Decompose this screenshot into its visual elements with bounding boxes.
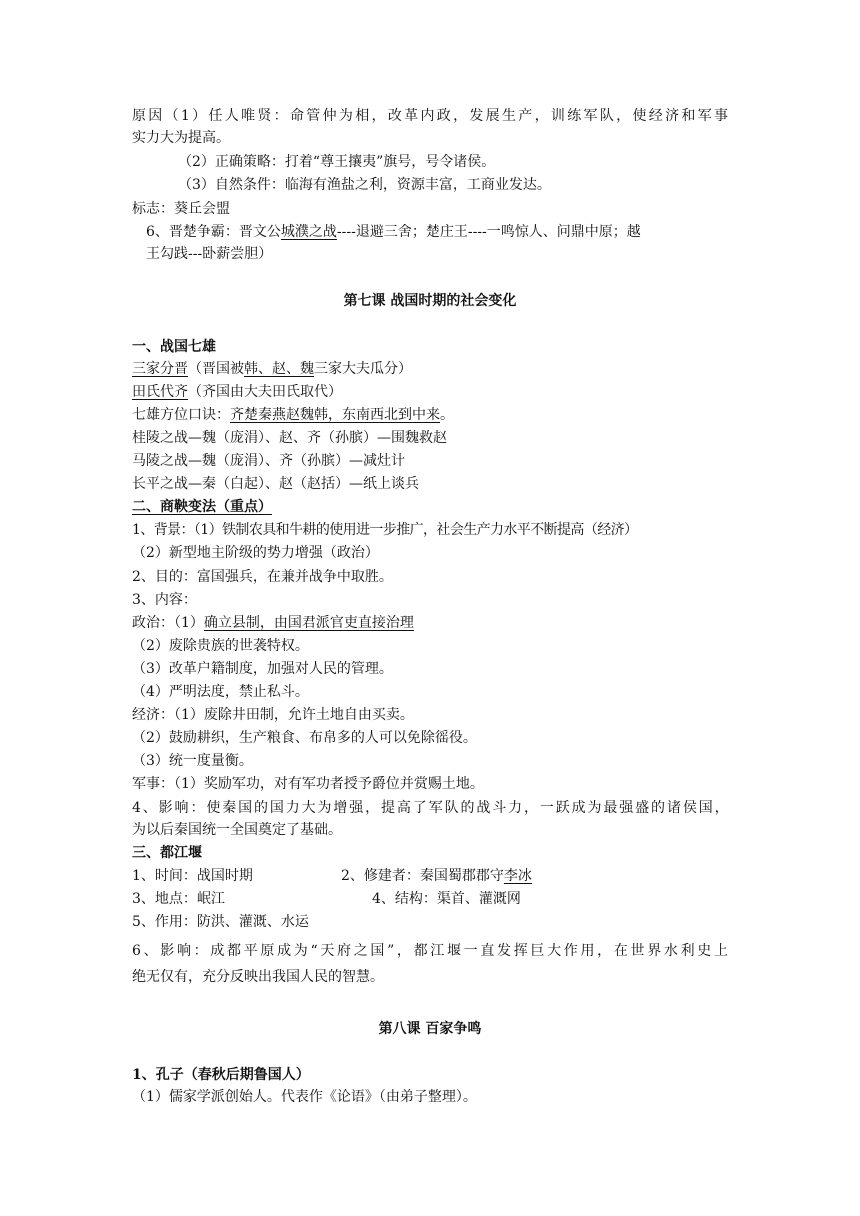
text-segment: 6、晋楚争霸：晋文公 <box>146 224 281 240</box>
text-line: （1）儒家学派创始人。代表作《论语》（由弟子整理）。 <box>132 1089 477 1105</box>
text-line: 6、影响：成都平原成为“天府之国”，都江堰一直发挥巨大作用，在世界水利史上 <box>132 943 728 959</box>
text-line <box>341 865 532 887</box>
text-line: 2、目的：富国强兵，在兼并战争中取胜。 <box>132 569 393 585</box>
text-line: （2）鼓励耕织，生产粮食、布帛多的人可以免除徭役。 <box>132 730 477 746</box>
text-segment: （晋国被 <box>188 361 244 377</box>
text-line <box>146 221 641 243</box>
text-line: （2）新型地主阶级的势力增强（政治） <box>132 545 379 561</box>
text-line: （4）严明法度，禁止私斗。 <box>132 684 309 700</box>
text-line: 军事：（1）奖励军功，对有军功者授予爵位并赏赐土地。 <box>132 776 484 792</box>
section-heading: 三、都江堰 <box>132 845 202 861</box>
text-line: 1、时间：战国时期 <box>132 868 253 884</box>
text-line: 长平之战—秦（白起）、赵（赵括）—纸上谈兵 <box>132 476 419 492</box>
underlined-term: 韩、赵、魏 <box>244 361 314 377</box>
text-line <box>132 358 412 380</box>
text-line: 4、影响：使秦国的国力大为增强，提高了军队的战斗力，一跃成为最强盛的诸侯国， <box>132 800 728 816</box>
text-line: 绝无仅有，充分反映出我国人民的智慧。 <box>132 969 384 985</box>
text-segment: ----退避三舍；楚庄王----一鸣惊人、问鼎中原；越 <box>336 224 641 240</box>
text-line: 3、地点：岷江 <box>132 891 225 907</box>
text-segment: 政治：（1） <box>132 615 204 631</box>
text-line <box>132 381 342 403</box>
underlined-term: 城濮之战 <box>280 224 337 240</box>
text-line: （2）废除贵族的世袭特权。 <box>132 638 309 654</box>
text-line: 为以后秦国统一全国奠定了基础。 <box>132 822 342 838</box>
section-heading: 一、战国七雄 <box>132 339 216 355</box>
text-line <box>132 612 414 634</box>
text-line: 5、作用：防洪、灌溉、水运 <box>132 914 309 930</box>
text-line: （3）统一度量衡。 <box>132 753 253 769</box>
text-segment: 2、修建者：秦国蜀郡郡守 <box>341 868 504 884</box>
underlined-term: 齐楚秦燕赵魏韩，东南西北到中来 <box>230 407 440 423</box>
text-line: 4、结构：渠首、灌溉网 <box>372 891 521 907</box>
lesson-title: 第七课 战国时期的社会变化 <box>343 293 517 309</box>
section-heading: 二、商鞅变法（重点） <box>132 499 272 515</box>
text-segment: 。 <box>440 407 454 423</box>
text-line: 1、背景：（1）铁制农具和牛耕的使用进一步推广，社会生产力水平不断提高（经济） <box>132 522 638 538</box>
text-line: 经济：（1）废除井田制，允许土地自由买卖。 <box>132 707 414 723</box>
text-line: 桂陵之战—魏（庞涓）、赵、齐（孙膑）—围魏救赵 <box>132 430 447 446</box>
lesson-title: 第八课 百家争鸣 <box>378 1021 482 1037</box>
text-line: （3）改革户籍制度，加强对人民的管理。 <box>132 661 393 677</box>
text-line: 标志：葵丘会盟 <box>132 201 230 217</box>
text-segment: （齐国由大夫田氏取代） <box>188 384 342 400</box>
text-line: （3）自然条件：临海有渔盐之利，资源丰富，工商业发达。 <box>178 177 551 193</box>
text-segment: 三家大夫瓜分） <box>314 361 412 377</box>
text-line: 实力大为提高。 <box>132 130 230 146</box>
section-heading: 1、孔子（春秋后期鲁国人） <box>132 1067 310 1083</box>
underlined-term: 李冰 <box>503 868 532 884</box>
underlined-term: 确立县制，由国君派官吏直接治理 <box>203 615 414 631</box>
text-line: 马陵之战—魏（庞涓）、齐（孙膑）—减灶计 <box>132 453 405 469</box>
text-line: 王勾践---卧薪尝胆） <box>146 246 273 262</box>
text-line <box>132 404 454 426</box>
text-line: 3、内容： <box>132 592 197 608</box>
underlined-term: 田氏代齐 <box>132 384 188 400</box>
underlined-term: 三家分晋 <box>132 361 188 377</box>
text-line: （2）正确策略：打着“尊王攘夷”旗号，号令诸侯。 <box>178 154 496 170</box>
text-segment: 七雄方位口诀： <box>132 407 230 423</box>
text-line: 原因（1）任人唯贤：命管仲为相，改革内政，发展生产，训练军队，使经济和军事 <box>132 108 728 124</box>
